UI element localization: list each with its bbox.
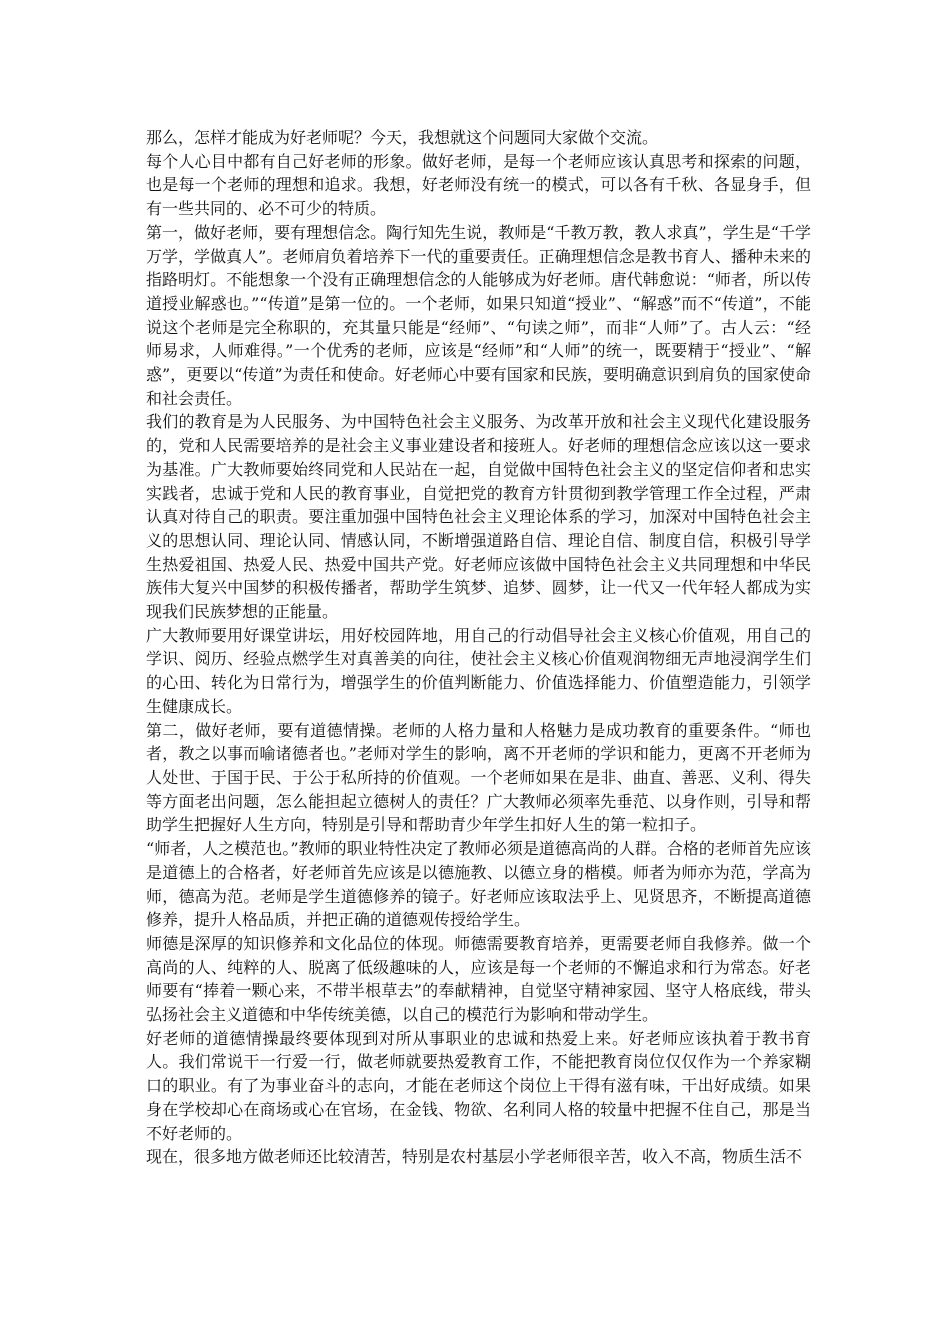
paragraph-1: 那么，怎样才能成为好老师呢？今天，我想就这个问题同大家做个交流。: [146, 128, 659, 147]
paragraph-2: 每个人心目中都有自己好老师的形象。做好老师，是每一个老师应该认真思考和探索的问题，也是每一个老师的理想和追求。我想，好老师没有统一的模式，可以各有千秋、各显身手，但有一些共同的、必不可少的特质。: [146, 151, 811, 219]
paragraph-7: “师者，人之模范也。”教师的职业特性决定了教师必须是道德高尚的人群。合格的老师首先应该是道德上的合格者，好老师首先应该是以德施教、以德立身的楷模。师者为师亦为范，学高为师，德高为范。老师是学生道德修养的镜子。好老师应该取法乎上、见贤思齐，不断提高道德修养，提升人格品质，并把正确的道德观传授给学生。: [146, 839, 811, 930]
paragraph-9: 好老师的道德情操最终要体现到对所从事职业的忠诚和热爱上来。好老师应该执着于教书育人。我们常说干一行爱一行，做老师就要热爱教育工作，不能把教育岗位仅仅作为一个养家糊口的职业。有了为事业奋斗的志向，才能在老师这个岗位上干得有滋有味，干出好成绩。如果身在学校却心在商场或心在官场，在金钱、物欲、名利同人格的较量中把握不住自己，那是当不好老师的。: [146, 1028, 811, 1143]
paragraph-3: 第一，做好老师，要有理想信念。陶行知先生说，教师是“千教万教，教人求真”，学生是“千学万学，学做真人”。老师肩负着培养下一代的重要责任。正确理想信念是教书育人、播种未来的指路明灯。不能想象一个没有正确理想信念的人能够成为好老师。唐代韩愈说：“师者，所以传道授业解惑也。”“传道”是第一位的。一个老师，如果只知道“授业”、“解惑”而不“传道”，不能说这个老师是完全称职的，充其量只能是“经师”、“句读之师”，而非“人师”了。古人云：“经师易求，人师难得。”一个优秀的老师，应该是“经师”和“人师”的统一，既要精于“授业”、“解惑”，更要以“传道”为责任和使命。好老师心中要有国家和民族，要明确意识到肩负的国家使命和社会责任。: [146, 222, 811, 408]
paragraph-4: 我们的教育是为人民服务、为中国特色社会主义服务、为改革开放和社会主义现代化建设服务的，党和人民需要培养的是社会主义事业建设者和接班人。好老师的理想信念应该以这一要求为基准。广大教师要始终同党和人民站在一起，自觉做中国特色社会主义的坚定信仰者和忠实实践者，忠诚于党和人民的教育事业，自觉把党的教育方针贯彻到教学管理工作全过程，严肃认真对待自己的职责。要注重加强中国特色社会主义理论体系的学习，加深对中国特色社会主义的思想认同、理论认同、情感认同，不断增强道路自信、理论自信、制度自信，积极引导学生热爱祖国、热爱人民、热爱中国共产党。好老师应该做中国特色社会主义共同理想和中华民族伟大复兴中国梦的积极传播者，帮助学生筑梦、追梦、圆梦，让一代又一代年轻人都成为实现我们民族梦想的正能量。: [146, 412, 811, 622]
paragraph-6: 第二，做好老师，要有道德情操。老师的人格力量和人格魅力是成功教育的重要条件。“师也者，教之以事而喻诸德者也。”老师对学生的影响，离不开老师的学识和能力，更离不开老师为人处世、于国于民、于公于私所持的价值观。一个老师如果在是非、曲直、善恶、义利、得失等方面老出问题，怎么能担起立德树人的责任？广大教师必须率先垂范、以身作则，引导和帮助学生把握好人生方向，特别是引导和帮助青少年学生扣好人生的第一粒扣子。: [146, 720, 811, 835]
paragraph-8: 师德是深厚的知识修养和文化品位的体现。师德需要教育培养，更需要老师自我修养。做一个高尚的人、纯粹的人、脱离了低级趣味的人，应该是每一个老师的不懈追求和行为常态。好老师要有“捧着一颗心来，不带半根草去”的奉献精神，自觉坚守精神家园、坚守人格底线，带头弘扬社会主义道德和中华传统美德，以自己的模范行为影响和带动学生。: [146, 933, 811, 1025]
document-body: [146, 126, 811, 1169]
paragraph-10: 现在，很多地方做老师还比较清苦，特别是农村基层小学老师很辛苦，收入不高，物质生活不: [146, 1147, 803, 1167]
paragraph-5: 广大教师要用好课堂讲坛，用好校园阵地，用自己的行动倡导社会主义核心价值观，用自己的学识、阅历、经验点燃学生对真善美的向往，使社会主义核心价值观润物细无声地浸润学生们的心田、转化为日常行为，增强学生的价值判断能力、价值选择能力、价值塑造能力，引领学生健康成长。: [146, 625, 811, 716]
